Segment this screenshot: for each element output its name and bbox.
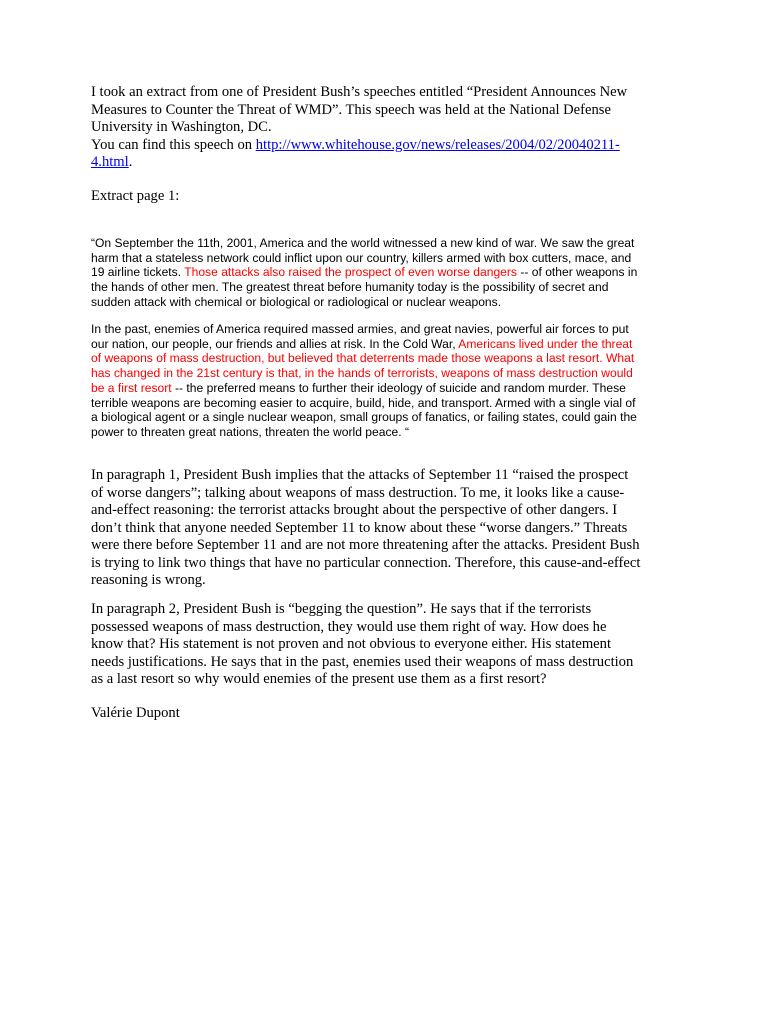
analysis-line: reasoning is wrong.	[91, 572, 206, 588]
extract-text: -- of other weapons in	[516, 265, 638, 280]
analysis-line: is trying to link two things that have no particular connection. Therefore, this cause-and-effect	[91, 554, 641, 571]
analysis-line: know that? His statement is not proven and not obvious to everyone either. His statement	[91, 636, 612, 652]
highlighted-text: Those attacks also raised the prospect of even worse dangers	[184, 265, 517, 280]
highlighted-line: of weapons of mass destruction, but believed that deterrents made those weapons a last resort. What	[91, 351, 635, 366]
extract-line	[91, 381, 691, 396]
intro-paragraph	[91, 84, 691, 172]
analysis-line: In paragraph 2, President Bush is “begging the question”. He says that if the terrorists	[91, 601, 592, 617]
analysis-paragraph-1	[91, 467, 691, 590]
analysis-line: needs justifications. He says that in the past, enemies used their weapons of mass destruction	[91, 653, 634, 670]
extract-text: our nation, our people, our friends and allies at risk. In the Cold War,	[91, 336, 459, 351]
author-signature: Valérie Dupont	[91, 705, 180, 721]
speech-link[interactable]: http://www.whitehouse.gov/news/releases/2004/02/20040211-	[255, 136, 620, 153]
extract-line: In the past, enemies of America required massed armies, and great navies, powerful air forces to put	[91, 322, 629, 336]
extract-line	[91, 265, 691, 280]
extract-line: terrible weapons are becoming easier to acquire, build, hide, and transport. Armed with a single vial of	[91, 395, 636, 410]
extract-line: the hands of other men. The greatest threat before humanity today is the possibility of secret and	[91, 280, 609, 295]
extract-line: power to threaten great nations, threaten the world peace. “	[91, 424, 409, 439]
extract-paragraph-2	[91, 322, 691, 440]
source-line-2	[91, 154, 691, 172]
analysis-line: of worse dangers”; talking about weapons of mass destruction. To me, it looks like a cause-	[91, 484, 625, 501]
extract-paragraph-1	[91, 236, 691, 310]
speech-link-continued[interactable]: 4.html	[91, 154, 129, 170]
highlighted-text: be a first resort	[91, 380, 172, 395]
extract-line	[91, 337, 691, 352]
analysis-line: possessed weapons of mass destruction, they would use them right of way. How does he	[91, 618, 607, 635]
extract-line: sudden attack with chemical or biological or radiological or nuclear weapons.	[91, 294, 502, 309]
link-period: .	[128, 154, 133, 170]
intro-line: Measures to Counter the Threat of WMD”. This speech was held at the National Defense	[91, 101, 611, 118]
highlighted-line: has changed in the 21st century is that, in the hands of terrorists, weapons of mass destruction would	[91, 366, 633, 381]
analysis-line: as a last resort so why would enemies of the present use them as a first resort?	[91, 671, 547, 687]
source-prefix: You can find this speech on	[91, 136, 256, 153]
extract-line: a biological agent or a single nuclear weapon, small groups of fanatics, or failing states, could gain the	[91, 410, 637, 425]
extract-line: “On September the 11th, 2001, America and the world witnessed a new kind of war. We saw the great	[91, 236, 635, 250]
extract-text: 19 airline tickets.	[91, 265, 185, 280]
analysis-line: and-effect reasoning: the terrorist attacks brought about the perspective of other dangers. I	[91, 502, 618, 518]
analysis-line: were there before September 11 and are not more threatening after the attacks. President Bush	[91, 537, 640, 553]
extract-text: -- the preferred means to further their ideology of suicide and random murder. These	[171, 380, 626, 395]
analysis-line: don’t think that anyone needed September 11 to know about these “worse dangers.” Threats	[91, 519, 628, 536]
analysis-line: In paragraph 1, President Bush implies that the attacks of September 11 “raised the prospect	[91, 467, 629, 483]
extract-heading: Extract page 1:	[91, 188, 180, 204]
highlighted-text: Americans lived under the threat	[458, 336, 633, 351]
analysis-paragraph-2	[91, 601, 691, 689]
intro-line: I took an extract from one of President Bush’s speeches entitled “President Announces New	[91, 84, 628, 100]
extract-line: harm that a stateless network could inflict upon our country, killers armed with box cutters, mace, and	[91, 250, 632, 265]
source-line	[91, 137, 691, 155]
intro-line: University in Washington, DC.	[91, 119, 272, 135]
